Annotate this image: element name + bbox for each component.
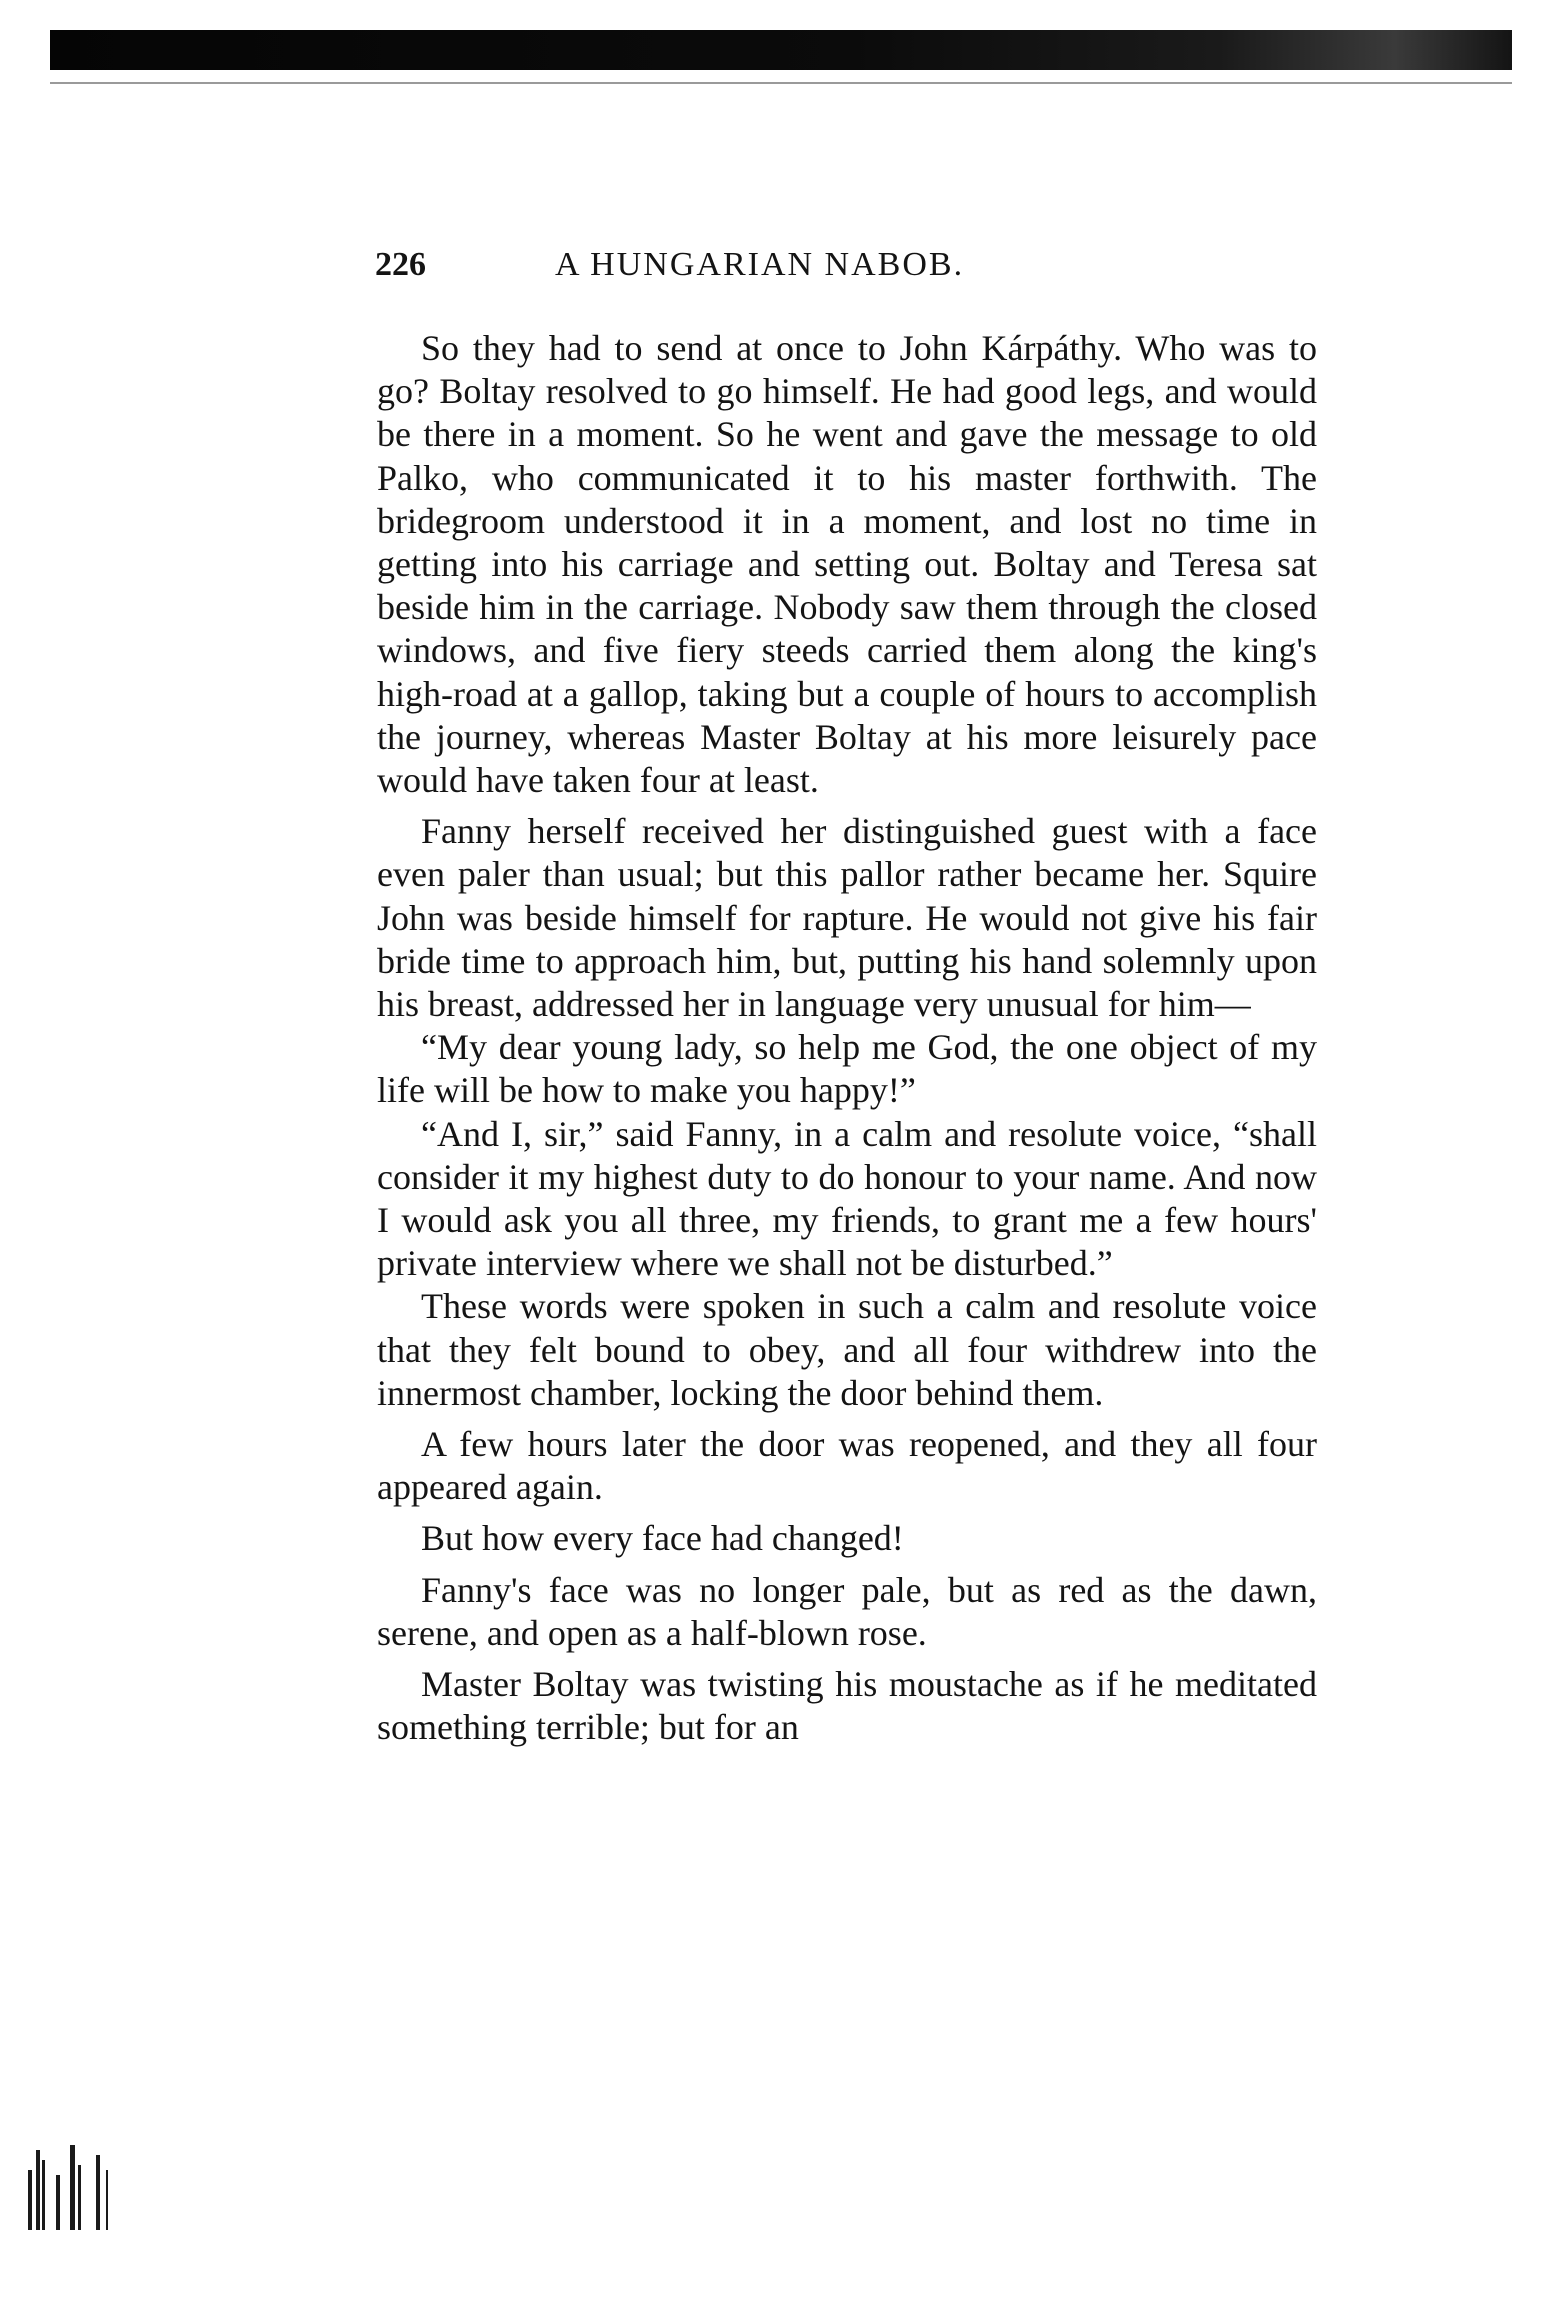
scan-edge-rule [50,82,1512,84]
scan-edge-bar [50,30,1512,70]
paragraph-8: Fanny's face was no longer pale, but as red as the dawn, serene, and open as a half-blown rose. [377,1569,1317,1653]
paragraph-6: A few hours later the door was reopened, and they all four appeared again. [377,1424,1317,1508]
paragraph-2: Fanny herself received her distinguished guest with a face even paler than usual; but this pallor rather became her. Squire John was beside himself for rapture. He would not give his fair bride time to approach him, but, putting his hand solemnly upon his breast, addressed her in language very unusual for him— [377,811,1317,1025]
body-text [377,327,1317,1750]
page-number: 226 [375,246,426,283]
paragraph-3: “My dear young lady, so help me God, the one object of my life will be how to make you happy!” [377,1027,1317,1111]
paragraph-5: These words were spoken in such a calm and resolute voice that they felt bound to obey, and all four withdrew into the innermost chamber, locking the door behind them. [377,1286,1317,1413]
paragraph-1: So they had to send at once to John Kárpáthy. Who was to go? Boltay resolved to go himself. He had good legs, and would be there in a moment. So he went and gave the message to old Palko, who communicated it to his master forthwith. The bridegroom understood it in a moment, and lost no time in getting into his carriage and setting out. Boltay and Teresa sat beside him in the carriage. Nobody saw them through the closed windows, and five fiery steeds carried them along the king's high-road at a gallop, taking but a couple of hours to accomplish the journey, whereas Master Boltay at his more leisurely pace would have taken four at least. [377,328,1317,801]
running-title: A HUNGARIAN NABOB. [555,246,965,283]
paragraph-9: Master Boltay was twisting his moustache as if he meditated something terrible; but for an [377,1664,1317,1748]
scan-margin-marks [26,2140,136,2230]
page-header [375,246,1075,290]
paragraph-4: “And I, sir,” said Fanny, in a calm and resolute voice, “shall consider it my highest duty to do honour to your name. And now I would ask you all three, my friends, to grant me a few hours' private interview where we shall not be disturbed.” [377,1113,1317,1284]
paragraph-7: But how every face had changed! [421,1518,904,1559]
